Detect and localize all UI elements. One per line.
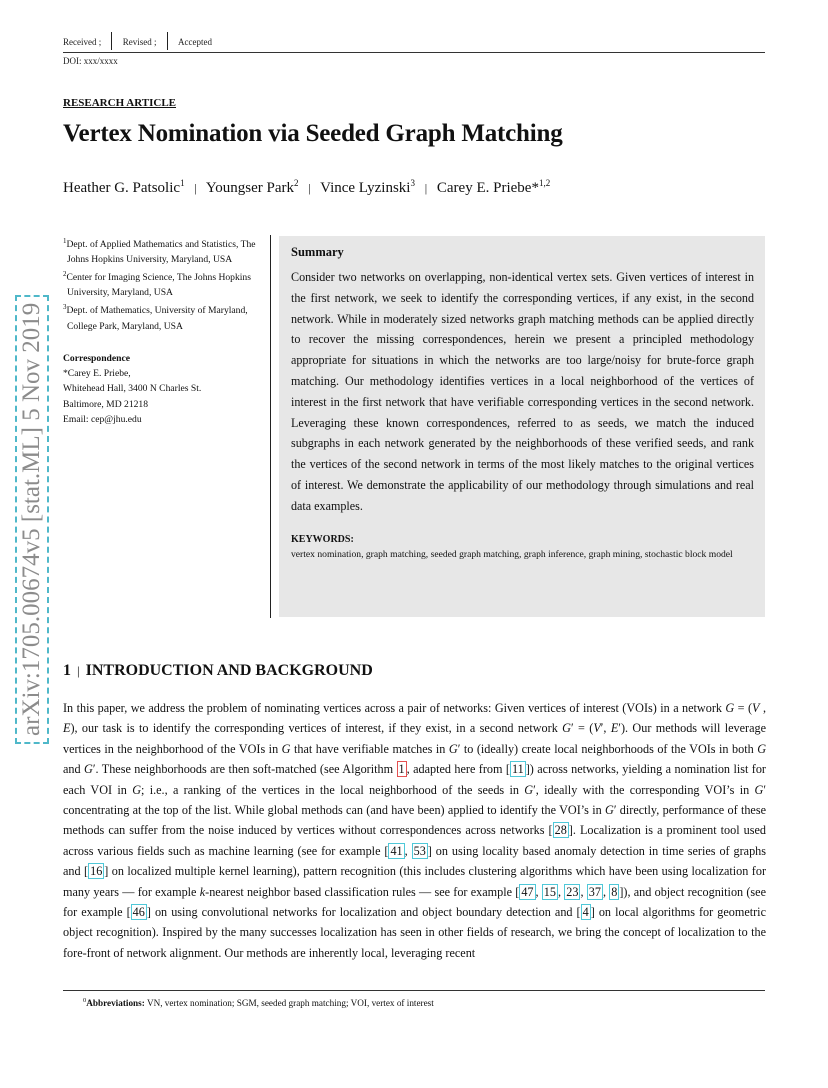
doi-label: DOI: xxx/xxxx [63, 56, 118, 66]
footnote-rule [63, 990, 765, 991]
affiliation-number: 2 [63, 270, 67, 279]
section-separator: | [77, 663, 80, 678]
author-affiliation-mark: 2 [294, 178, 299, 188]
author-affiliation-mark: 1,2 [538, 178, 551, 188]
header-divider [167, 32, 168, 50]
author-affiliation-mark: 1 [180, 178, 185, 188]
footnote-label: Abbreviations: [86, 998, 145, 1009]
affiliation [63, 234, 263, 267]
affiliation-text: Dept. of Applied Mathematics and Statistics, The Johns Hopkins University, Maryland, USA [66, 239, 256, 266]
citation-link[interactable]: 41 [390, 843, 403, 858]
author-separator: | [424, 181, 428, 195]
citation-link[interactable]: 53 [413, 843, 426, 858]
citation-link[interactable]: 4 [582, 905, 589, 920]
accepted-label: Accepted [177, 37, 212, 48]
correspondence [63, 351, 263, 427]
paper-title: Vertex Nomination via Seeded Graph Matching [63, 120, 563, 147]
summary-text: Consider two networks on overlapping, non-identical vertex sets. Given vertices of interest in the first network, we seek to identify the corresponding vertices, if any exist, in the second network. While in moderately sized networks graph matching methods can be applied directly to recover the missing correspondences, herein we present a principled methodology appropriate for situations in which the networks are too large/noisy for brute-force graph matching. Our methodology identifies vertices in a local neighborhood of the vertices of interest in the first network that have verifiable corresponding vertices in the second network. Leveraging these known correspondences, referred to as seeds, we match the induced subgraphs in each network generated by the neighborhoods of these verified seeds, and rank the vertices of the second network in terms of the most likely matches to the original vertices of interest. We demonstrate the applicability of our methodology through simulations and real data examples. [291, 270, 754, 513]
summary-heading: Summary [291, 245, 344, 259]
article-type: RESEARCH ARTICLE [63, 97, 177, 109]
author-name: Youngser Park [205, 180, 294, 196]
section-title: INTRODUCTION AND BACKGROUND [85, 662, 373, 679]
correspondence-line: *Carey E. Priebe, [63, 368, 131, 380]
citation-link[interactable]: 47 [521, 884, 534, 899]
author-name: Vince Lyzinski [320, 180, 411, 196]
correspondence-line: Baltimore, MD 21218 [63, 398, 149, 410]
revised-label: Revised ; [122, 37, 157, 48]
summary-box [279, 236, 765, 617]
affiliations [63, 234, 263, 334]
footnote [83, 997, 434, 1008]
author-list [63, 178, 550, 197]
review-status-header [63, 34, 212, 52]
algorithm-link[interactable]: 1 [398, 762, 405, 777]
citation-link[interactable]: 37 [588, 884, 601, 899]
keywords-heading: KEYWORDS: [291, 533, 354, 545]
received-label: Received ; [63, 37, 102, 48]
author-separator: | [194, 181, 197, 195]
header-rule [63, 52, 765, 53]
correspondence-heading: Correspondence [63, 353, 130, 364]
affiliation [63, 300, 263, 333]
citation-link[interactable]: 16 [90, 864, 103, 879]
affiliation [63, 267, 263, 300]
section-heading [63, 662, 373, 680]
affiliation-number: 1 [63, 237, 67, 245]
affiliation-text: Dept. of Mathematics, University of Maryland, College Park, Maryland, USA [66, 305, 248, 332]
footnote-text: VN, vertex nomination; SGM, seeded graph matching; VOI, vertex of interest [146, 998, 434, 1009]
citation-link[interactable]: 8 [611, 884, 618, 899]
column-divider [270, 235, 271, 618]
citation-link[interactable]: 46 [132, 905, 145, 920]
footnote-mark: 0 [83, 997, 87, 1004]
arxiv-identifier-stamp[interactable]: arXiv:1705.00674v5 [stat.ML] 5 Nov 2019 [15, 295, 49, 744]
author-name: Heather G. Patsolic [63, 180, 181, 196]
introduction-paragraph: In this paper, we address the problem of nominating vertices across a pair of networks: Given vertices of interest (VOIs) in a network G = (V , E), our task is to identify the corresponding vertices of interest, if they exist, in a second network G′ = (V′, E′). Our methods will leverage vertices in the neighborhood of the VOIs in G that have verifiable matches in G′ to (ideally) create local neighborhoods of the VOIs in both G and G′. These neighborhoods are then soft-matched (see Algorithm 1 , adapted here from [ 11 ]) across networks, yielding a nomination list for each VOI in G; i.e., a ranking of the vertices in the local neighborhood of the seeds in G′, ideally with the corresponding VOI’s in G′ concentrating at the top of the list. While global methods can (and have been) applied to identify the VOI’s in G′ directly, performance of these methods can suffer from the noise induced by vertices without correspondences across networks [ 28 ]. Localization is a prominent tool used across various fields such as machine learning (see for example [ 41 , 53 ] on using locality based anomaly detection in time series of graphs and [ 16 ] on localized multiple kernel learning), pattern recognition (this includes clustering algorithms which have been using localization for many years — for example k-nearest neighbor based classification rules — see for example [ 47 , 15 , 23 , 37 , 8 ]), and object recognition (see for example [ 46 ] on using convolutional networks for localization and object boundary detection and [ 4 ] on local algorithms for geometric object recognition). Inspired by the many successes localization has seen in other fields of research, we bring the concept of localization to the fore-front of network alignment. Our methods are inherently local, leveraging recent [63, 701, 767, 960]
section-number: 1 [63, 662, 71, 679]
header-divider [111, 32, 112, 50]
author-affiliation-mark: 3 [410, 178, 415, 188]
correspondence-line: Whitehead Hall, 3400 N Charles St. [63, 383, 202, 395]
author-name: Carey E. Priebe* [436, 180, 539, 196]
author-separator: | [308, 181, 311, 195]
citation-link[interactable]: 28 [554, 823, 567, 838]
correspondence-email: Email: cep@jhu.edu [63, 413, 142, 425]
citation-link[interactable]: 11 [511, 762, 524, 777]
affiliation-text: Center for Imaging Science, The Johns Hopkins University, Maryland, USA [66, 272, 251, 299]
keywords-text: vertex nomination, graph matching, seeded graph matching, graph inference, graph mining, stochastic block model [291, 548, 733, 560]
citation-link[interactable]: 23 [566, 884, 579, 899]
affiliation-number: 3 [63, 303, 67, 312]
citation-link[interactable]: 15 [543, 884, 556, 899]
